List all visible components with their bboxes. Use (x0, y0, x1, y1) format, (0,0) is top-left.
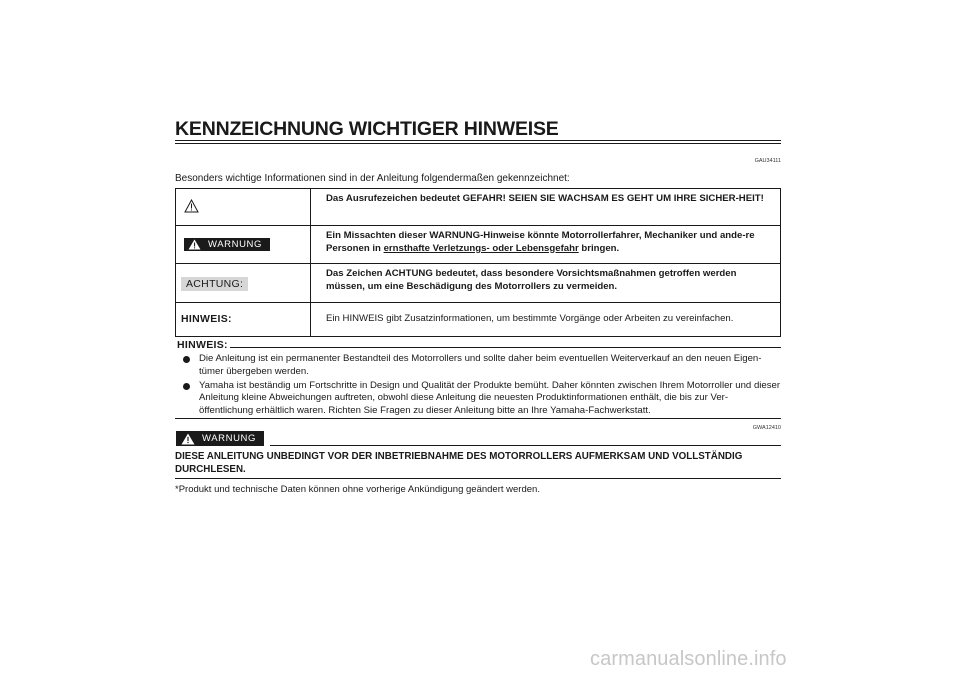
hinweis-heading-label: HINWEIS: (177, 339, 228, 351)
section-divider (175, 418, 781, 419)
hinweis-description: Ein HINWEIS gibt Zusatzinformationen, um bestimmte Vorgänge oder Arbeiten zu vereinfachen. (326, 313, 734, 324)
bullet-icon (183, 356, 190, 363)
warning-code: GWA12410 (752, 425, 781, 431)
hinweis-heading (175, 339, 781, 353)
list-item: Die Anleitung ist ein permanenter Bestandteil des Motorrollers und sollte daher beim eventuellen Weiterverkauf an den neuen Eigen-tümer übergeben werden. (183, 353, 781, 379)
warning-rule-bottom (175, 478, 781, 479)
warning-triangle-icon (181, 433, 195, 445)
symbol-cell (176, 303, 311, 336)
symbol-cell (176, 189, 311, 225)
warning-triangle-icon (184, 199, 199, 213)
notice-row-danger (176, 189, 780, 226)
warning-rule-top (270, 445, 781, 446)
hinweis-label: HINWEIS: (181, 313, 232, 325)
footnote: *Produkt und technische Daten können ohne vorherige Ankündigung geändert werden. (175, 484, 540, 495)
achtung-description: Das Zeichen ACHTUNG bedeutet, dass besondere Vorsichtsmaßnahmen getroffen werden müssen, um eine Beschädigung des Motorrollers zu vermeiden. (326, 268, 737, 292)
warning-text: DIESE ANLEITUNG UNBEDINGT VOR DER INBETRIEBNAHME DES MOTORROLLERS AUFMERKSAM UND VOLLSTÄNDIG DURCHLESEN. (175, 451, 743, 475)
warnung-text-a: Ein Missachten dieser WARNUNG-Hinweise könnte Motorrollerfahrer, Mechaniker und ande-re Personen in (326, 230, 755, 254)
warnung-text-b: bringen. (578, 242, 620, 254)
intro-text: Besonders wichtige Informationen sind in der Anleitung folgendermaßen gekennzeichnet: (175, 173, 570, 184)
list-item: Yamaha ist beständig um Fortschritte in Design und Qualität der Produkte bemüht. Daher könnten zwischen Ihrem Motorroller und dieser Anleitung kleine Abweichungen auftreten, obwohl diese Anleitung die neuesten Produktinformationen enthält, die bis zur Ver-öffentlichung erhältlich waren. Richten Sie Fragen zu dieser Anleitung bitte an Ihre Yamaha-Fachwerkstatt. (183, 380, 781, 418)
title-rule (175, 140, 781, 144)
notice-row-achtung (176, 264, 780, 303)
warning-triangle-icon (188, 239, 201, 250)
hinweis-heading-rule (230, 347, 781, 348)
watermark: carmanualsonline.info (590, 648, 787, 670)
symbol-cell (176, 226, 311, 263)
symbol-cell (176, 264, 311, 302)
section-code: GAU34111 (754, 158, 781, 164)
hinweis-list (183, 353, 781, 419)
page-title: KENNZEICHNUNG WICHTIGER HINWEISE (175, 118, 559, 140)
notice-row-hinweis (176, 303, 780, 336)
warnung-text-underlined: ernsthafte Verletzungs- oder Lebensgefahr (383, 242, 579, 254)
achtung-badge: ACHTUNG: (181, 277, 248, 291)
bullet-icon (183, 383, 190, 390)
manual-page (175, 0, 781, 678)
notice-table (175, 188, 781, 337)
warnung-label: WARNUNG (208, 239, 262, 250)
warnung-badge (184, 238, 270, 251)
danger-description: Das Ausrufezeichen bedeutet GEFAHR! SEIEN SIE WACHSAM ES GEHT UM IHRE SICHER-HEIT! (326, 193, 764, 204)
warnung-label: WARNUNG (202, 433, 256, 444)
warnung-badge-large (176, 431, 264, 446)
warnung-description (311, 226, 780, 263)
notice-row-warnung (176, 226, 780, 264)
